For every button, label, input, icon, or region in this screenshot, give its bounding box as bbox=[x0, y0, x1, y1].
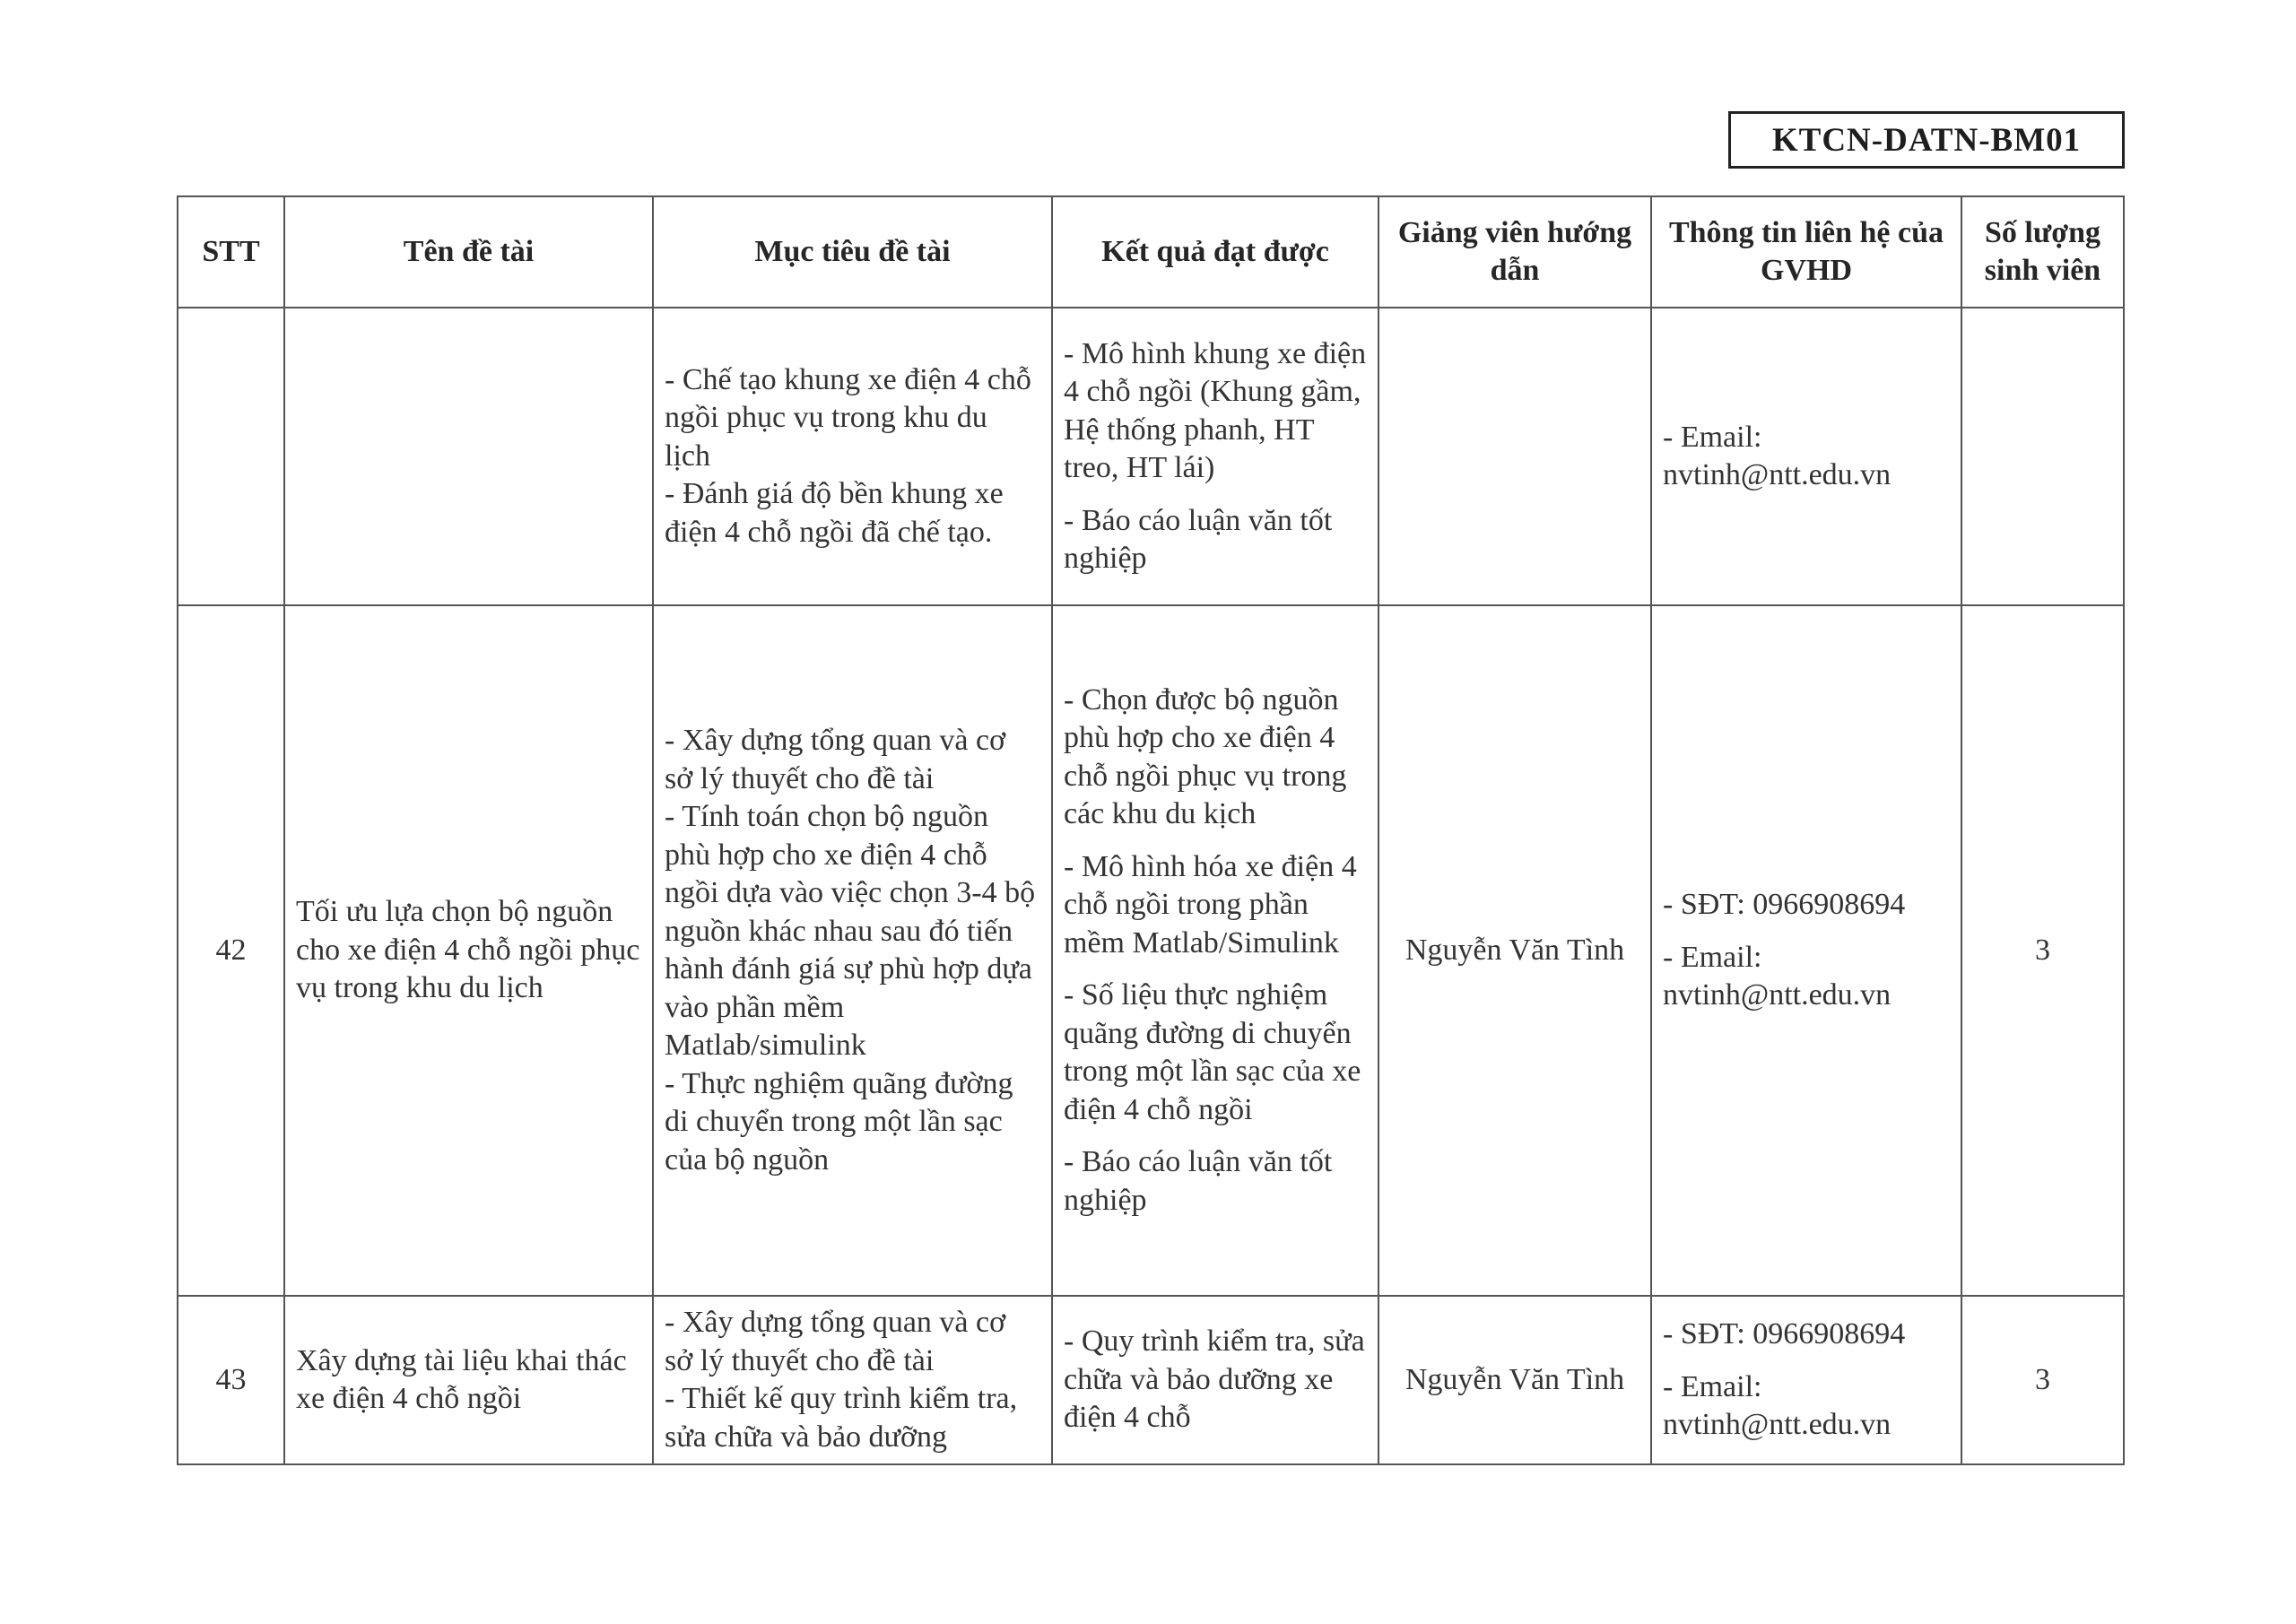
contact-phone: - SĐT: 0966908694 bbox=[1663, 1317, 1906, 1351]
cell-stt bbox=[178, 308, 284, 605]
cell-objectives bbox=[653, 1296, 1052, 1464]
table-header-row bbox=[178, 196, 2124, 308]
table-row bbox=[178, 1296, 2124, 1464]
contact-email: - Email: nvtinh@ntt.edu.vn bbox=[1663, 940, 1892, 1012]
table-row bbox=[178, 308, 2124, 605]
cell-student-count: 3 bbox=[1961, 605, 2124, 1296]
table-row bbox=[178, 605, 2124, 1296]
cell-supervisor: Nguyễn Văn Tình bbox=[1378, 1296, 1651, 1464]
cell-student-count bbox=[1961, 308, 2124, 605]
objectives-text: - Xây dựng tổng quan và cơ sở lý thuyết cho đề tài - Tính toán chọn bộ nguồn phù hợp cho xe điện 4 chỗ ngồi dựa vào việc chọn 3-4 bộ nguồn khác nhau sau đó tiến hành đánh giá sự phù hợp dựa vào phần mềm Matlab/simulink - Thực nghiệm quãng đường di chuyển trong một lần sạc của bộ nguồn bbox=[665, 724, 1036, 1177]
objectives-text: - Xây dựng tổng quan và cơ sở lý thuyết cho đề tài - Thiết kế quy trình kiểm tra, sửa chữa và bảo dưỡng bbox=[665, 1306, 1018, 1454]
header-stt: STT bbox=[178, 196, 284, 308]
cell-stt: 42 bbox=[178, 605, 284, 1296]
cell-results bbox=[1052, 1296, 1378, 1464]
cell-objectives bbox=[653, 605, 1052, 1296]
result-item: - Báo cáo luận văn tốt nghiệp bbox=[1064, 503, 1333, 575]
cell-objectives bbox=[653, 308, 1052, 605]
result-item: - Mô hình khung xe điện 4 chỗ ngồi (Khung gầm, Hệ thống phanh, HT treo, HT lái) bbox=[1064, 336, 1367, 484]
result-item: - Chọn được bộ nguồn phù hợp cho xe điện 4 chỗ ngồi phục vụ trong các khu du kịch bbox=[1064, 682, 1347, 831]
contact-phone: - SĐT: 0966908694 bbox=[1663, 888, 1906, 922]
header-results: Kết quả đạt được bbox=[1052, 196, 1378, 308]
result-item: - Quy trình kiểm tra, sửa chữa và bảo dưỡng xe điện 4 chỗ bbox=[1064, 1324, 1365, 1435]
header-objectives: Mục tiêu đề tài bbox=[653, 196, 1052, 308]
cell-supervisor bbox=[1378, 308, 1651, 605]
contact-email: - Email: nvtinh@ntt.edu.vn bbox=[1663, 420, 1892, 491]
cell-results bbox=[1052, 308, 1378, 605]
cell-results bbox=[1052, 605, 1378, 1296]
cell-contact bbox=[1651, 308, 1961, 605]
objectives-text: - Chế tạo khung xe điện 4 chỗ ngồi phục vụ trong khu du lịch - Đánh giá độ bền khung xe điện 4 chỗ ngồi đã chế tạo. bbox=[665, 362, 1031, 549]
contact-email: - Email: nvtinh@ntt.edu.vn bbox=[1663, 1369, 1892, 1442]
cell-supervisor: Nguyễn Văn Tình bbox=[1378, 605, 1651, 1296]
result-item: - Số liệu thực nghiệm quãng đường di chuyển trong một lần sạc của xe điện 4 chỗ ngồi bbox=[1064, 978, 1361, 1126]
header-supervisor: Giảng viên hướng dẫn bbox=[1378, 196, 1651, 308]
cell-stt: 43 bbox=[178, 1296, 284, 1464]
cell-topic-name: Xây dựng tài liệu khai thác xe điện 4 chỗ ngồi bbox=[284, 1296, 653, 1464]
form-code-label: KTCN-DATN-BM01 bbox=[1728, 111, 2125, 169]
result-item: - Báo cáo luận văn tốt nghiệp bbox=[1064, 1145, 1333, 1217]
header-contact: Thông tin liên hệ của GVHD bbox=[1651, 196, 1961, 308]
cell-topic-name bbox=[284, 308, 653, 605]
thesis-topics-table bbox=[177, 195, 2125, 1465]
cell-contact bbox=[1651, 605, 1961, 1296]
result-item: - Mô hình hóa xe điện 4 chỗ ngồi trong phần mềm Matlab/Simulink bbox=[1064, 849, 1357, 960]
cell-contact bbox=[1651, 1296, 1961, 1464]
header-student-count: Số lượng sinh viên bbox=[1961, 196, 2124, 308]
cell-student-count: 3 bbox=[1961, 1296, 2124, 1464]
cell-topic-name: Tối ưu lựa chọn bộ nguồn cho xe điện 4 chỗ ngồi phục vụ trong khu du lịch bbox=[284, 605, 653, 1296]
header-topic-name: Tên đề tài bbox=[284, 196, 653, 308]
